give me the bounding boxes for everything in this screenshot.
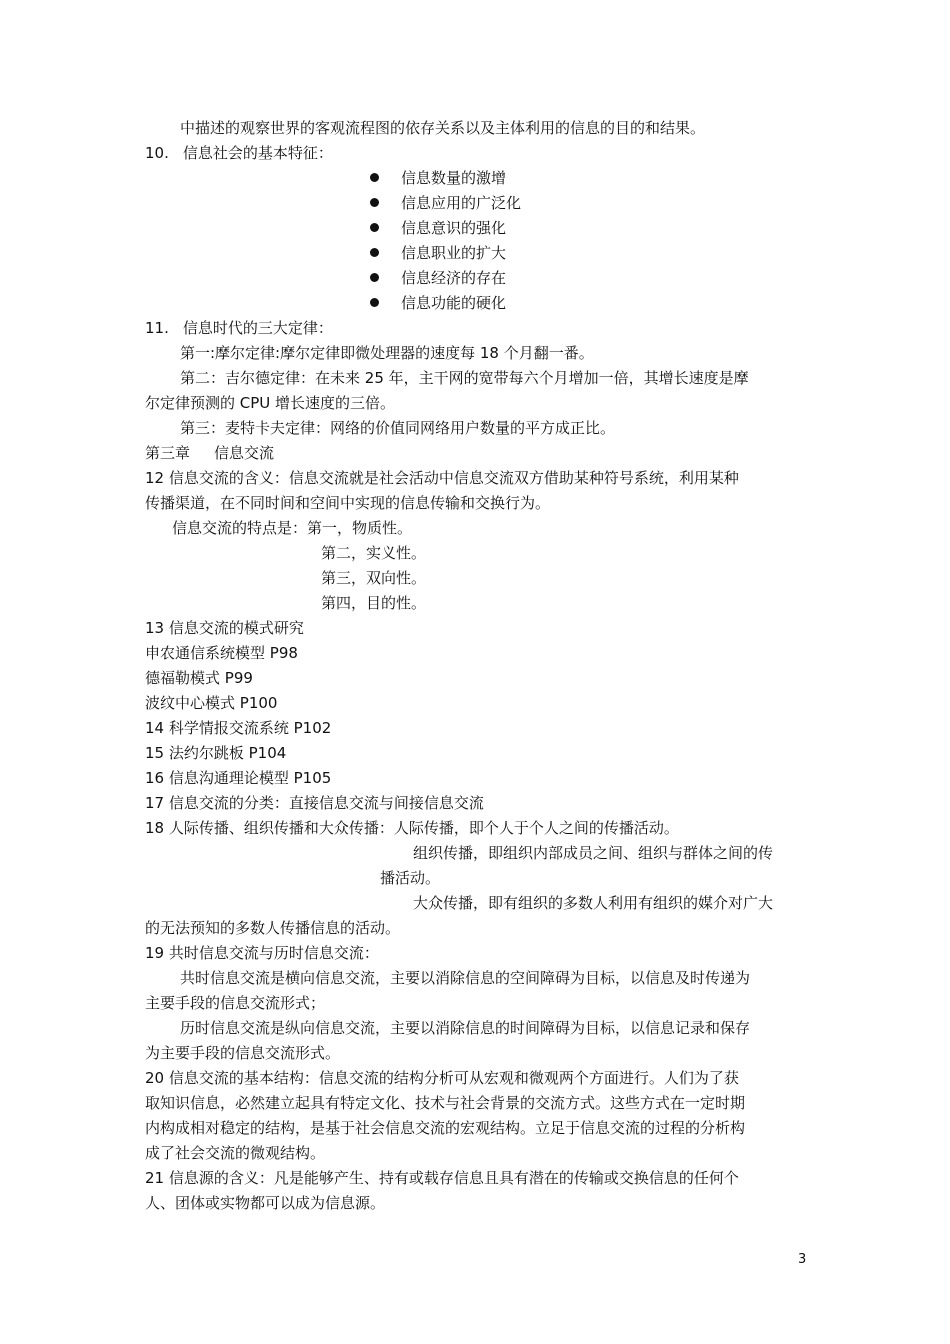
bullet-icon [370, 248, 379, 257]
paragraph-line: 人、团体或实物都可以成为信息源。 [145, 1194, 386, 1212]
paragraph-line: 20 信息交流的基本结构：信息交流的结构分析可从宏观和微观两个方面进行。人们为了获 [145, 1069, 739, 1087]
paragraph-line: 17 信息交流的分类：直接信息交流与间接信息交流 [145, 794, 484, 812]
paragraph-line: 的无法预知的多数人传播信息的活动。 [145, 919, 401, 937]
paragraph-line: 主要手段的信息交流形式； [145, 994, 326, 1012]
bullet-icon [370, 273, 379, 282]
list-number: 11. [145, 319, 169, 337]
bullet-text: 信息意识的强化 [401, 219, 507, 237]
paragraph-line: 13 信息交流的模式研究 [145, 619, 304, 637]
list-number: 10. [145, 144, 169, 162]
paragraph-line: 19 共时信息交流与历时信息交流： [145, 944, 379, 962]
paragraph-line: 15 法约尔跳板 P104 [145, 744, 287, 762]
paragraph-line: 取知识信息，必然建立起具有特定文化、技术与社会背景的交流方式。这些方式在一定时期 [145, 1094, 746, 1112]
paragraph-line: 18 人际传播、组织传播和大众传播：人际传播，即个人于个人之间的传播活动。 [145, 819, 679, 837]
paragraph-line: 第一:摩尔定律:摩尔定律即微处理器的速度每 18 个月翻一番。 [180, 344, 594, 362]
bullet-icon [370, 298, 379, 307]
paragraph-line: 第三：麦特卡夫定律：网络的价值同网络用户数量的平方成正比。 [180, 419, 616, 437]
paragraph-line: 中描述的观察世界的客观流程图的依存关系以及主体利用的信息的目的和结果。 [180, 119, 706, 137]
bullet-text: 信息数量的激增 [401, 169, 507, 187]
paragraph-line: 播活动。 [380, 869, 441, 887]
paragraph-line: 尔定律预测的 CPU 增长速度的三倍。 [145, 394, 396, 412]
paragraph-line: 第三，双向性。 [321, 569, 427, 587]
bullet-text: 信息职业的扩大 [401, 244, 507, 262]
page-number: 3 [798, 1252, 807, 1267]
bullet-text: 信息应用的广泛化 [401, 194, 522, 212]
paragraph-line: 为主要手段的信息交流形式。 [145, 1044, 341, 1062]
bullet-text: 信息经济的存在 [401, 269, 507, 287]
chapter-name: 信息交流 [214, 444, 275, 462]
heading-text: 信息社会的基本特征： [182, 144, 333, 162]
paragraph-line: 波纹中心模式 P100 [145, 694, 278, 712]
paragraph-line: 申农通信系统模型 P98 [145, 644, 298, 662]
paragraph-line: 12 信息交流的含义：信息交流就是社会活动中信息交流双方借助某种符号系统，利用某种 [145, 469, 739, 487]
paragraph-line: 第四，目的性。 [321, 594, 427, 612]
bullet-item [370, 293, 506, 313]
paragraph-line: 21 信息源的含义：凡是能够产生、持有或载存信息且具有潜在的传输或交换信息的任何个 [145, 1169, 739, 1187]
bullet-item [370, 243, 506, 263]
paragraph-line: 内构成相对稳定的结构，是基于社会信息交流的宏观结构。立足于信息交流的过程的分析构 [145, 1119, 746, 1137]
paragraph-line: 传播渠道，在不同时间和空间中实现的信息传输和交换行为。 [145, 494, 551, 512]
paragraph-line: 信息交流的特点是：第一，物质性。 [172, 519, 413, 537]
paragraph-line: 德福勒模式 P99 [145, 669, 253, 687]
bullet-icon [370, 173, 379, 182]
bullet-item [370, 168, 506, 188]
paragraph-line: 共时信息交流是横向信息交流，主要以消除信息的空间障碍为目标，以信息及时传递为 [180, 969, 751, 987]
bullet-text: 信息功能的硬化 [401, 294, 507, 312]
bullet-item [370, 218, 506, 238]
paragraph-line: 大众传播，即有组织的多数人利用有组织的媒介对广大 [413, 894, 774, 912]
paragraph-line: 成了社会交流的微观结构。 [145, 1144, 326, 1162]
bullet-icon [370, 223, 379, 232]
paragraph-line: 组织传播，即组织内部成员之间、组织与群体之间的传 [413, 844, 774, 862]
paragraph-line: 历时信息交流是纵向信息交流，主要以消除信息的时间障碍为目标，以信息记录和保存 [180, 1019, 751, 1037]
paragraph-line: 14 科学情报交流系统 P102 [145, 719, 332, 737]
list-heading [145, 143, 333, 163]
chapter-number: 第三章 [145, 444, 191, 462]
bullet-item [370, 268, 506, 288]
bullet-item [370, 193, 521, 213]
paragraph-line: 第二，实义性。 [321, 544, 427, 562]
heading-text: 信息时代的三大定律： [182, 319, 333, 337]
paragraph-line: 第二：吉尔德定律：在未来 25 年，主干网的宽带每六个月增加一倍，其增长速度是摩 [180, 369, 749, 387]
bullet-icon [370, 198, 379, 207]
chapter-title [145, 443, 274, 463]
paragraph-line: 16 信息沟通理论模型 P105 [145, 769, 332, 787]
list-heading [145, 318, 333, 338]
